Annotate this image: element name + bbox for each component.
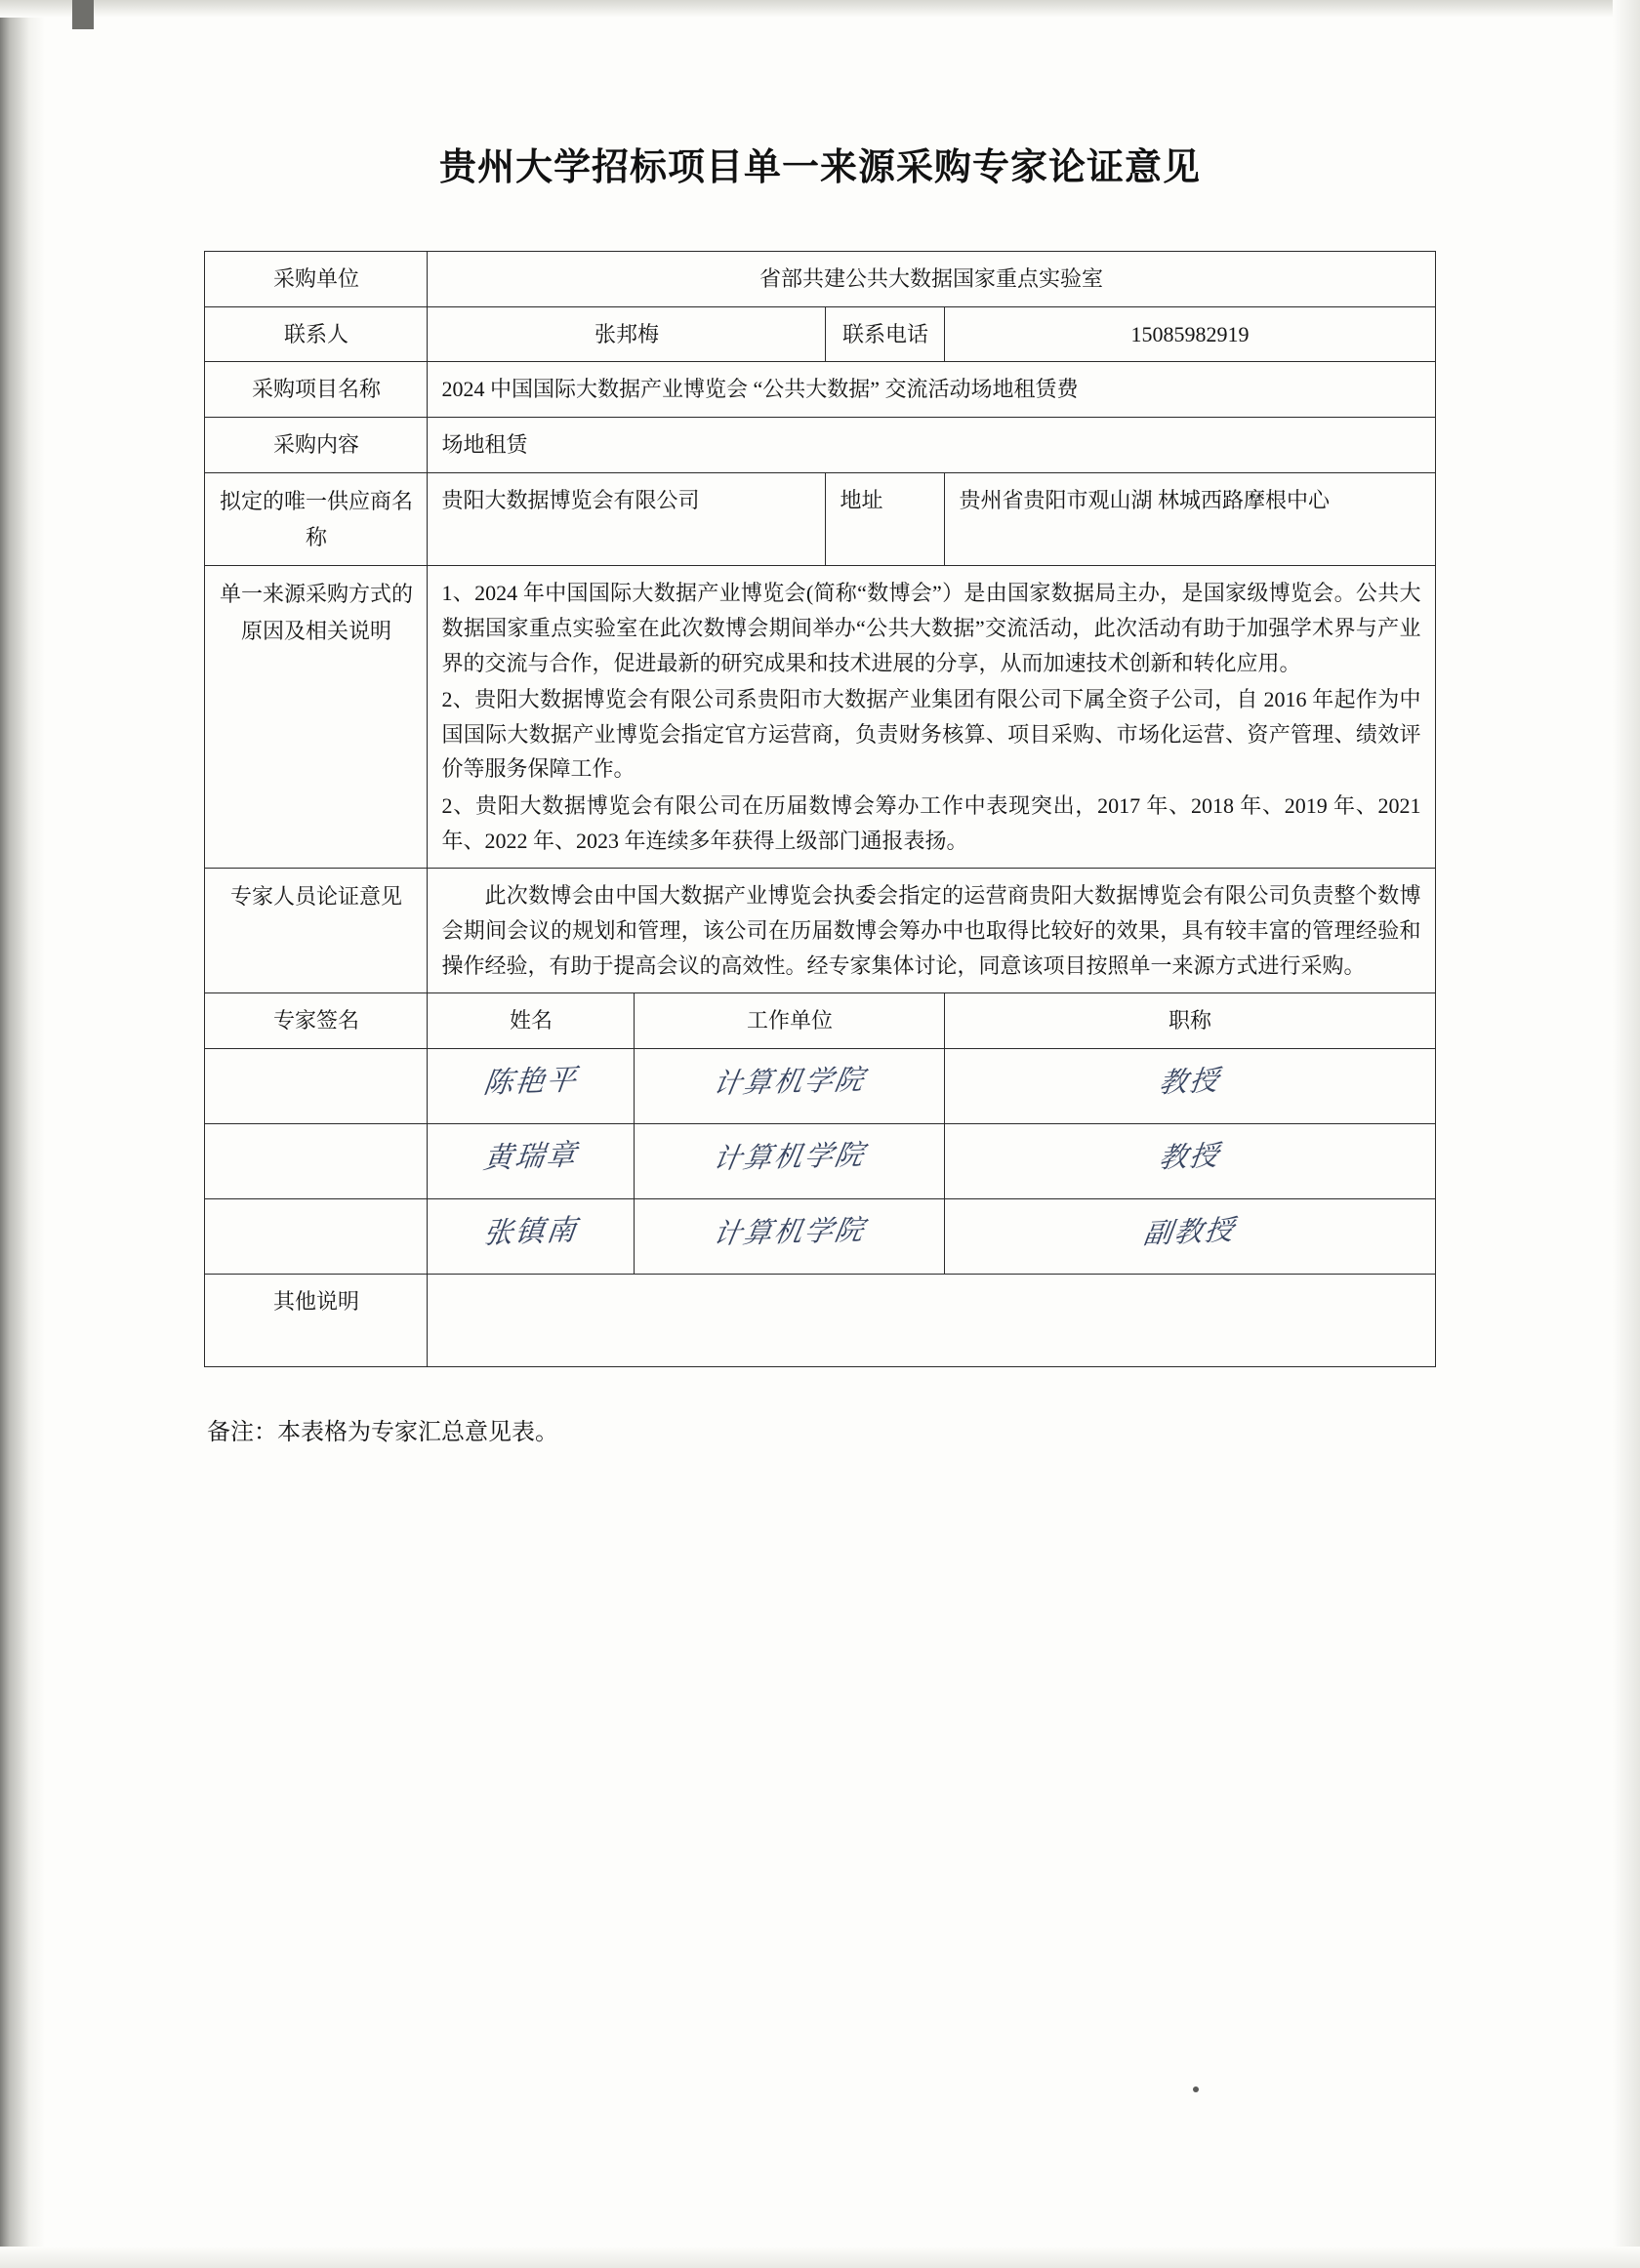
table-row-reason [205,566,1435,869]
other-label: 其他说明 [205,1274,428,1366]
table-row-content [205,417,1435,472]
supplier-value: 贵阳大数据博览会有限公司 [428,472,826,566]
table-row-supplier [205,472,1435,566]
table-row-signature-header [205,993,1435,1049]
reason-value [428,566,1435,869]
handwritten-unit-3: 计算机学院 [711,1212,869,1250]
content-value: 场地租赁 [428,417,1435,472]
phone-label: 联系电话 [826,306,945,362]
address-label: 地址 [826,472,945,566]
expert-opinion-value [428,869,1435,993]
reason-label: 单一来源采购方式的原因及相关说明 [205,566,428,869]
table-row-other [205,1274,1435,1366]
signature-header-title: 职称 [945,993,1435,1049]
reason-paragraph-3: 2、贵阳大数据博览会有限公司在历届数博会筹办工作中表现突出，2017 年、2018 年、2019 年、2021 年、2022 年、2023 年连续多年获得上级部门通报表扬。 [441,793,1421,853]
expert-opinion-text: 此次数博会由中国大数据产业博览会执委会指定的运营商贵阳大数据博览会有限公司负责整个数博会期间会议的规划和管理，该公司在历届数博会筹办中也取得比较好的效果，具有较丰富的管理经验和操作经验，有助于提高会议的高效性。经专家集体讨论，同意该项目按照单一来源方式进行采购。 [441,883,1421,978]
signature-spacer-2 [205,1123,428,1198]
footnote: 备注：本表格为专家汇总意见表。 [207,1419,558,1445]
signature-title-2 [945,1123,1435,1198]
table-row-signature-2 [205,1123,1435,1198]
scan-artifact-dot [1193,2086,1199,2092]
signature-spacer-3 [205,1198,428,1274]
handwritten-name-3: 张镇南 [481,1212,581,1251]
signature-unit-2 [635,1123,945,1198]
table-row-contact [205,306,1435,362]
scan-edge-bottom [0,2247,1640,2268]
project-name-value: 2024 中国国际大数据产业博览会 “公共大数据” 交流活动场地租赁费 [428,362,1435,418]
signature-label: 专家签名 [205,993,428,1049]
address-value: 贵州省贵阳市观山湖 林城西路摩根中心 [945,472,1435,566]
signature-header-name: 姓名 [428,993,635,1049]
handwritten-title-1: 教授 [1157,1063,1223,1100]
signature-name-2 [428,1123,635,1198]
page-title: 贵州大学招标项目单一来源采购专家论证意见 [438,147,1201,188]
table-row-signature-1 [205,1048,1435,1123]
purchaser-label: 采购单位 [205,252,428,307]
handwritten-unit-1: 计算机学院 [711,1062,869,1100]
procurement-table [204,251,1435,1367]
supplier-label: 拟定的唯一供应商名称 [205,472,428,566]
handwritten-title-3: 副教授 [1142,1212,1239,1250]
handwritten-name-2: 黄瑞章 [481,1137,581,1176]
content-label: 采购内容 [205,417,428,472]
reason-paragraph-2: 2、贵阳大数据博览会有限公司系贵阳市大数据产业集团有限公司下属全资子公司，自 2016 年起作为中国国际大数据产业博览会指定官方运营商，负责财务核算、项目采购、市场化运营、资产管理、绩效评价等服务保障工作。 [441,687,1421,782]
contact-label: 联系人 [205,306,428,362]
signature-title-3 [945,1198,1435,1274]
signature-title-1 [945,1048,1435,1123]
table-row-expert-opinion [205,869,1435,993]
table-row-project-name [205,362,1435,418]
signature-name-1 [428,1048,635,1123]
expert-opinion-label: 专家人员论证意见 [205,869,428,993]
project-name-label: 采购项目名称 [205,362,428,418]
signature-spacer-1 [205,1048,428,1123]
handwritten-name-1: 陈艳平 [481,1062,581,1101]
table-row-purchaser [205,252,1435,307]
phone-value: 15085982919 [945,306,1435,362]
reason-paragraph-1: 1、2024 年中国国际大数据产业博览会(简称“数博会”）是由国家数据局主办，是国家级博览会。公共大数据国家重点实验室在此次数博会期间举办“公共大数据”交流活动，此次活动有助于加强学术界与产业界的交流与合作，促进最新的研究成果和技术进展的分享，从而加速技术创新和转化应用。 [441,581,1421,675]
contact-value: 张邦梅 [428,306,826,362]
signature-header-unit: 工作单位 [635,993,945,1049]
signature-name-3 [428,1198,635,1274]
signature-unit-1 [635,1048,945,1123]
handwritten-unit-2: 计算机学院 [711,1137,869,1175]
other-value [428,1274,1435,1366]
purchaser-value: 省部共建公共大数据国家重点实验室 [428,252,1435,307]
handwritten-title-2: 教授 [1157,1138,1223,1175]
signature-unit-3 [635,1198,945,1274]
table-row-signature-3 [205,1198,1435,1274]
